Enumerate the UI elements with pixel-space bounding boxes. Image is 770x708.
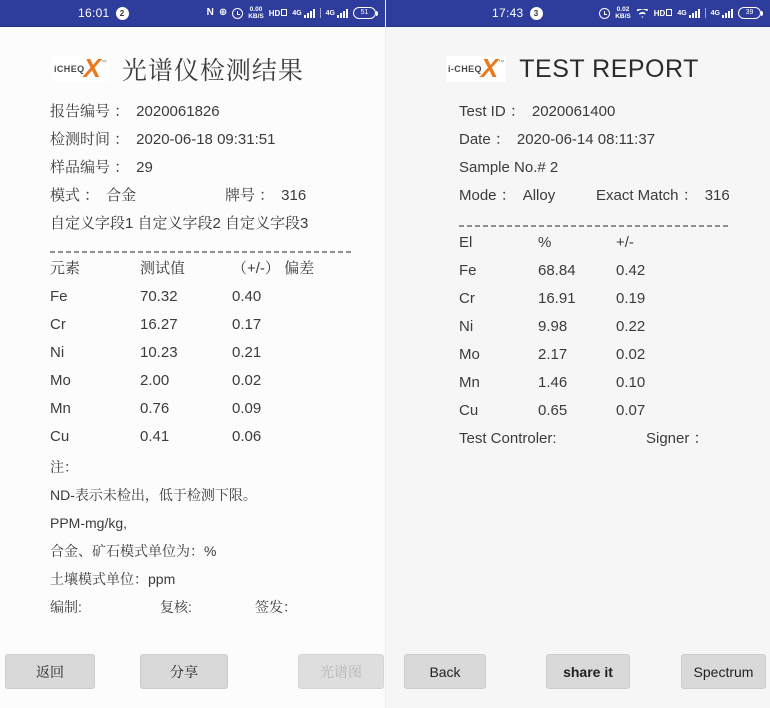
sample-no-label: 样品编号 ： — [50, 159, 130, 176]
col-value: 测试值 — [140, 260, 186, 277]
trademark-symbol: ™ — [498, 60, 505, 67]
wifi-icon — [636, 8, 649, 18]
table-header — [459, 229, 770, 257]
clock-time: 17:43 — [492, 6, 524, 20]
table-row: Cr 16.91 0.19 — [459, 290, 646, 307]
report-info — [459, 98, 770, 210]
test-id-line — [459, 98, 770, 126]
report-no-value: 2020061826 — [136, 103, 220, 120]
mode-grade-line — [50, 182, 385, 210]
dashed-separator — [50, 251, 352, 253]
icheq-logo — [52, 53, 109, 84]
table-row: Cr 16.27 0.17 — [50, 316, 262, 333]
share-button[interactable]: 分享 — [140, 654, 228, 689]
table-row: Cu 0.65 0.07 — [459, 402, 646, 419]
network-speed-indicator — [248, 6, 264, 20]
signoff-row — [459, 425, 770, 453]
battery-icon: 39 — [738, 7, 761, 19]
back-button[interactable]: 返回 — [5, 654, 95, 689]
grade-label: 牌号 ： — [225, 187, 275, 204]
speed-value: 0.02 — [616, 6, 630, 13]
prepared-by-label: 编制: — [50, 599, 82, 615]
header-row — [52, 49, 385, 89]
table-row: Mo 2.17 0.02 — [459, 346, 646, 363]
test-time-value: 2020-06-18 09:31:51 — [136, 131, 276, 148]
table-row: Ni 10.23 0.21 — [50, 344, 262, 361]
mode-match-line — [459, 182, 770, 210]
table-row: Fe 68.84 0.42 — [459, 262, 646, 279]
issued-by-label: 签发： — [255, 599, 297, 615]
sample-no-line: Sample No.# 2 — [459, 159, 559, 176]
page-title: TEST REPORT — [519, 54, 699, 83]
grade-value: 316 — [281, 187, 307, 204]
exact-match-value: 316 — [704, 187, 730, 204]
page-title: 光谱仪检测结果 — [121, 57, 304, 85]
mode-label: 模式 ： — [50, 187, 100, 204]
status-divider — [705, 8, 706, 18]
spectrum-button[interactable]: Spectrum — [681, 654, 766, 689]
grade-pair — [225, 182, 306, 210]
sample-no-line — [50, 154, 385, 182]
test-controller-label: Test Controler: — [459, 430, 557, 447]
signal-sim2-icon: 4G — [711, 9, 733, 18]
back-button[interactable]: Back — [404, 654, 486, 689]
mode-label: Mode ： — [459, 187, 516, 204]
report-no-line — [50, 98, 385, 126]
table-row: Fe 70.32 0.40 — [50, 288, 262, 305]
status-bar-left — [0, 0, 385, 27]
custom-fields-line: 自定义字段1 自定义字段2 自定义字段3 — [50, 215, 309, 232]
hd-volte-icon: HD — [654, 9, 673, 18]
table-row: Cu 0.41 0.06 — [50, 428, 262, 445]
test-time-line — [50, 126, 385, 154]
share-button[interactable]: share it — [546, 654, 630, 689]
reviewed-by-label: 复核: — [160, 599, 192, 615]
report-content-right — [386, 49, 770, 453]
date-line — [459, 126, 770, 154]
table-row: Mo 2.00 0.02 — [50, 372, 262, 389]
status-icons-right — [599, 6, 761, 20]
exact-match-label: Exact Match ： — [596, 187, 698, 204]
date-label: Date ： — [459, 131, 510, 148]
icheq-logo — [446, 53, 506, 84]
trademark-symbol: ™ — [100, 60, 107, 67]
exact-match-pair — [596, 182, 730, 210]
battery-icon: 51 — [353, 7, 376, 19]
hd-volte-icon: HD — [269, 9, 288, 18]
speed-value: 0.00 — [249, 6, 263, 13]
note-alloy-unit: 合金、矿石模式单位为：% — [50, 543, 217, 559]
report-no-label: 报告编号 ： — [50, 103, 130, 120]
notification-badge: 2 — [116, 7, 129, 20]
notes-heading: 注： — [50, 459, 78, 475]
spectrum-button-disabled: 光谱图 — [298, 654, 384, 689]
test-id-label: Test ID ： — [459, 103, 525, 120]
note-nd: ND-表示未检出，低于检测下限。 — [50, 487, 257, 503]
test-id-value: 2020061400 — [531, 103, 616, 120]
report-content-left — [0, 49, 385, 621]
col-percent: % — [538, 234, 552, 251]
logo-brand-text: iCHEQ — [54, 63, 85, 74]
sample-no-value: 29 — [136, 159, 153, 176]
test-time-label: 检测时间 ： — [50, 131, 130, 148]
date-value: 2020-06-14 08:11:37 — [516, 131, 656, 148]
col-deviation: +/- — [616, 234, 634, 251]
notes-block — [50, 453, 385, 621]
mode-value: Alloy — [522, 187, 556, 204]
logo-brand-text: i-CHEQ — [448, 63, 482, 74]
status-icons-left — [207, 6, 376, 20]
status-divider — [320, 8, 321, 18]
signal-sim1-icon: 4G — [292, 9, 314, 18]
nfc-icon: N — [206, 7, 214, 18]
table-header — [50, 255, 385, 283]
report-page-english — [385, 0, 770, 708]
note-soil-unit: 土壤模式单位：ppm — [50, 571, 176, 587]
col-deviation: （+/-） 偏差 — [232, 260, 315, 277]
alarm-icon — [232, 8, 243, 19]
signal-sim1-icon: 4G — [677, 9, 699, 18]
results-table — [50, 255, 385, 451]
signal-sim2-icon: 4G — [326, 9, 348, 18]
col-element: El — [459, 234, 473, 251]
speed-unit: KB/S — [615, 13, 631, 20]
signoff-row — [50, 593, 385, 621]
results-table — [459, 229, 770, 425]
header-row — [446, 49, 770, 89]
status-bar-right — [386, 0, 770, 27]
logo-x-mark: X — [480, 53, 499, 84]
report-info — [50, 98, 385, 238]
table-row: Mn 1.46 0.10 — [459, 374, 646, 391]
notification-badge: 3 — [530, 7, 543, 20]
note-ppm: PPM-mg/kg, — [50, 515, 128, 531]
network-speed-indicator — [615, 6, 631, 20]
alarm-icon — [599, 8, 610, 19]
screen-cast-icon: ⊕ — [218, 7, 228, 18]
signer-label: Signer ： — [646, 430, 709, 447]
table-row: Ni 9.98 0.22 — [459, 318, 646, 335]
col-element: 元素 — [50, 260, 81, 277]
logo-x-mark: X — [83, 53, 101, 84]
table-row: Mn 0.76 0.09 — [50, 400, 262, 417]
dashed-separator — [459, 225, 731, 227]
clock-time: 16:01 — [78, 6, 110, 20]
speed-unit: KB/S — [248, 13, 264, 20]
mode-value: 合金 — [106, 187, 137, 204]
